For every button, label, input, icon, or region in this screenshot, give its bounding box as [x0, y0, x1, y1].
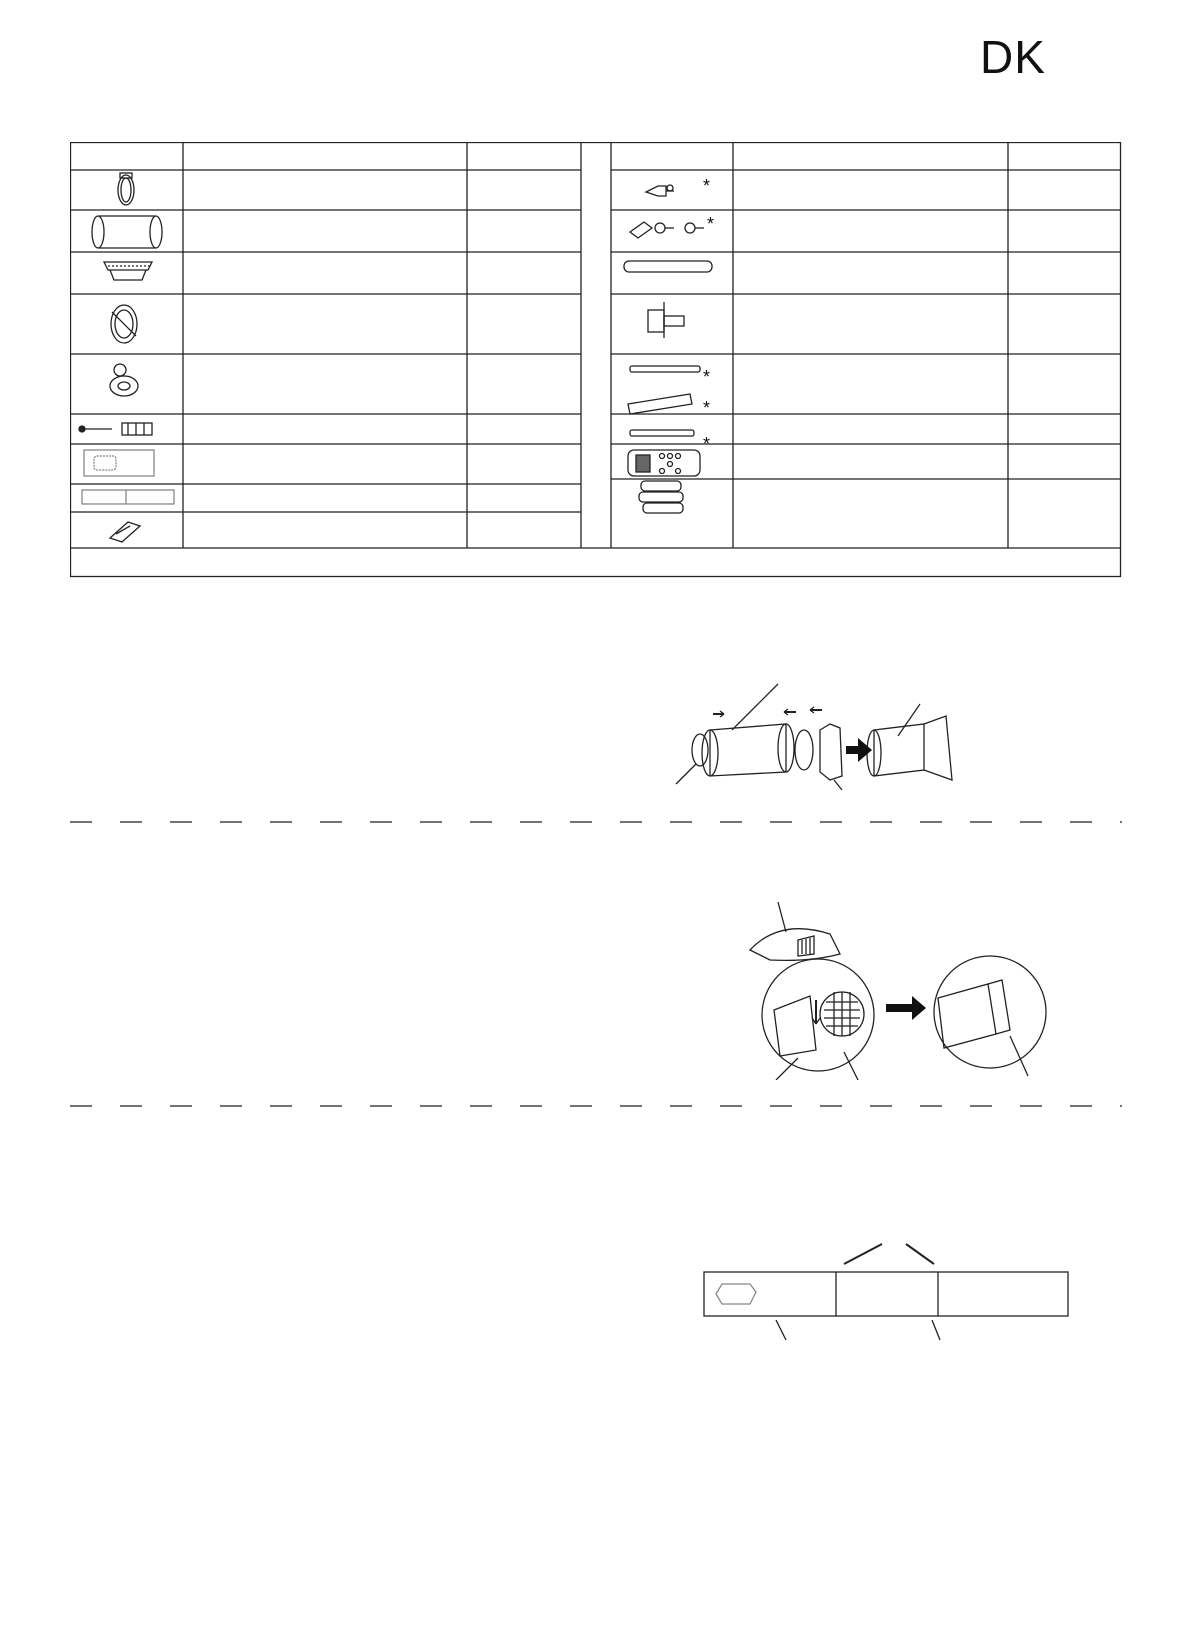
plastic-rivet-icon	[646, 185, 674, 196]
seal-strip-icon	[630, 430, 694, 436]
marker-star: *	[703, 367, 711, 387]
section-separator	[70, 1094, 1122, 1096]
clip-icon	[110, 522, 140, 542]
drain-connector-icon	[648, 302, 684, 338]
window-adapter-icon	[104, 262, 152, 280]
wall-outlet-cap-icon	[110, 364, 138, 396]
rod-icon	[624, 261, 712, 272]
marker-star: *	[703, 176, 711, 196]
section-separator	[70, 810, 1122, 812]
foam-seal-icon	[628, 394, 692, 414]
window-kit-figure	[700, 1236, 1080, 1356]
remote-control-and-batteries-icon	[628, 450, 700, 513]
accessories-table	[70, 142, 1122, 578]
screw-and-anchor-icon	[79, 423, 152, 435]
marker-star: *	[703, 398, 711, 418]
exhaust-hose-icon	[92, 216, 162, 248]
hose-assembly-figure	[670, 672, 1010, 790]
foam-strip-icon	[630, 366, 700, 372]
window-panel-with-hole-icon	[84, 450, 154, 476]
accessories-table-grid	[70, 142, 1122, 578]
window-panel-extension-icon	[82, 490, 174, 504]
hose-connector-icon	[111, 305, 137, 343]
hose-clamp-icon	[118, 173, 134, 205]
language-code: DK	[980, 31, 1046, 83]
marker-star: *	[703, 434, 711, 454]
marker-star: *	[707, 214, 715, 234]
connect-to-unit-figure	[740, 900, 1060, 1080]
bracket-with-screws-icon	[630, 222, 704, 238]
